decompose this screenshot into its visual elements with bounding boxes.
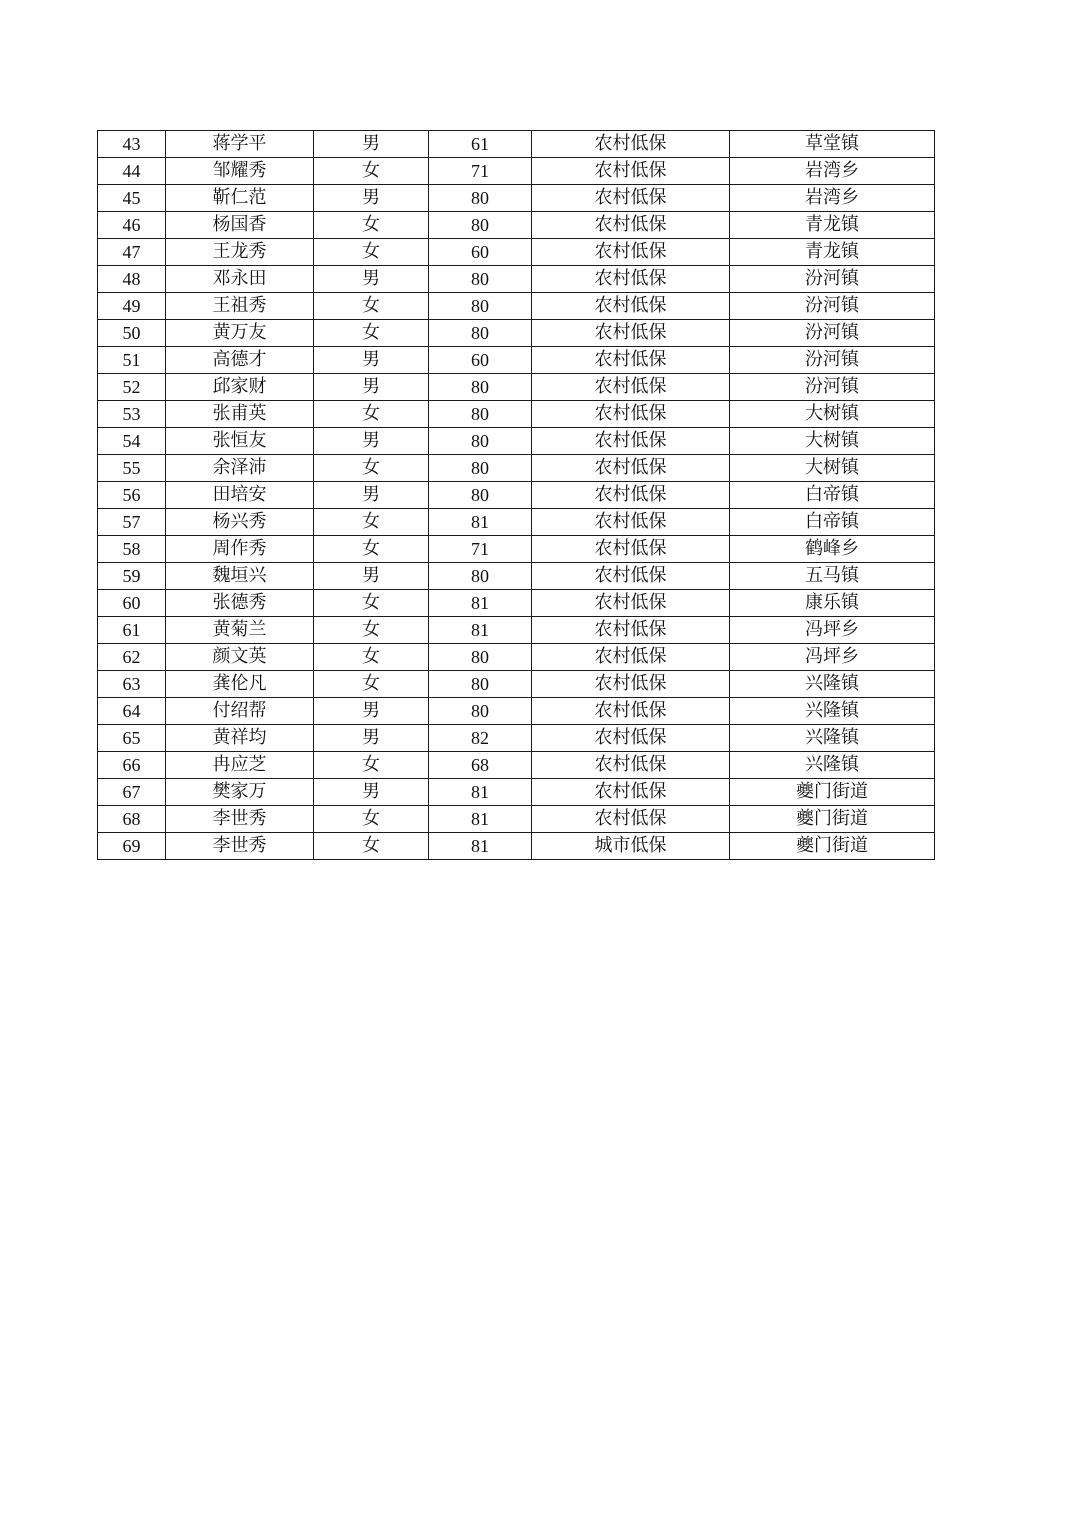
cell-age: 80 [429, 563, 532, 590]
cell-index: 51 [98, 347, 166, 374]
cell-category: 农村低保 [532, 482, 730, 509]
cell-index: 43 [98, 131, 166, 158]
cell-town: 白帝镇 [730, 509, 935, 536]
cell-gender: 女 [314, 455, 429, 482]
table-row [98, 266, 935, 293]
cell-name: 黄菊兰 [166, 617, 314, 644]
cell-town: 大树镇 [730, 428, 935, 455]
table-row [98, 833, 935, 860]
cell-name: 冉应芝 [166, 752, 314, 779]
table-row [98, 401, 935, 428]
cell-age: 81 [429, 590, 532, 617]
cell-gender: 女 [314, 590, 429, 617]
cell-gender: 女 [314, 671, 429, 698]
cell-name: 周作秀 [166, 536, 314, 563]
cell-category: 农村低保 [532, 374, 730, 401]
document-page [97, 130, 935, 860]
cell-category: 农村低保 [532, 347, 730, 374]
cell-name: 樊家万 [166, 779, 314, 806]
cell-age: 80 [429, 671, 532, 698]
cell-category: 农村低保 [532, 212, 730, 239]
cell-town: 汾河镇 [730, 266, 935, 293]
cell-index: 55 [98, 455, 166, 482]
cell-index: 57 [98, 509, 166, 536]
cell-name: 靳仁范 [166, 185, 314, 212]
cell-category: 农村低保 [532, 293, 730, 320]
cell-category: 农村低保 [532, 698, 730, 725]
cell-age: 81 [429, 779, 532, 806]
cell-index: 47 [98, 239, 166, 266]
cell-town: 汾河镇 [730, 320, 935, 347]
cell-gender: 男 [314, 698, 429, 725]
cell-category: 农村低保 [532, 131, 730, 158]
cell-category: 农村低保 [532, 320, 730, 347]
cell-index: 61 [98, 617, 166, 644]
cell-town: 兴隆镇 [730, 698, 935, 725]
cell-age: 80 [429, 320, 532, 347]
table-row [98, 671, 935, 698]
cell-age: 80 [429, 455, 532, 482]
cell-town: 白帝镇 [730, 482, 935, 509]
table-row [98, 536, 935, 563]
cell-category: 城市低保 [532, 833, 730, 860]
table-row [98, 806, 935, 833]
cell-town: 兴隆镇 [730, 725, 935, 752]
cell-town: 大树镇 [730, 455, 935, 482]
cell-town: 夔门街道 [730, 833, 935, 860]
cell-category: 农村低保 [532, 185, 730, 212]
cell-category: 农村低保 [532, 752, 730, 779]
cell-name: 杨国香 [166, 212, 314, 239]
cell-category: 农村低保 [532, 779, 730, 806]
cell-name: 张德秀 [166, 590, 314, 617]
cell-index: 46 [98, 212, 166, 239]
cell-town: 大树镇 [730, 401, 935, 428]
cell-age: 80 [429, 482, 532, 509]
table-row [98, 779, 935, 806]
cell-gender: 女 [314, 536, 429, 563]
cell-name: 王龙秀 [166, 239, 314, 266]
cell-name: 黄万友 [166, 320, 314, 347]
cell-name: 李世秀 [166, 806, 314, 833]
cell-age: 80 [429, 212, 532, 239]
table-row [98, 212, 935, 239]
cell-gender: 男 [314, 779, 429, 806]
cell-gender: 女 [314, 212, 429, 239]
cell-name: 蒋学平 [166, 131, 314, 158]
cell-town: 兴隆镇 [730, 752, 935, 779]
cell-gender: 男 [314, 374, 429, 401]
cell-name: 杨兴秀 [166, 509, 314, 536]
cell-age: 80 [429, 428, 532, 455]
cell-name: 魏垣兴 [166, 563, 314, 590]
cell-age: 60 [429, 239, 532, 266]
cell-age: 80 [429, 698, 532, 725]
cell-age: 81 [429, 617, 532, 644]
cell-index: 59 [98, 563, 166, 590]
cell-name: 黄祥均 [166, 725, 314, 752]
table-row [98, 590, 935, 617]
cell-age: 71 [429, 536, 532, 563]
cell-category: 农村低保 [532, 401, 730, 428]
table-row [98, 455, 935, 482]
cell-gender: 男 [314, 482, 429, 509]
cell-name: 田培安 [166, 482, 314, 509]
cell-gender: 女 [314, 239, 429, 266]
cell-town: 夔门街道 [730, 806, 935, 833]
cell-age: 68 [429, 752, 532, 779]
cell-category: 农村低保 [532, 644, 730, 671]
cell-index: 65 [98, 725, 166, 752]
cell-town: 五马镇 [730, 563, 935, 590]
table-row [98, 482, 935, 509]
table-row [98, 563, 935, 590]
cell-index: 69 [98, 833, 166, 860]
cell-town: 汾河镇 [730, 293, 935, 320]
table-row [98, 131, 935, 158]
cell-age: 81 [429, 806, 532, 833]
cell-gender: 女 [314, 833, 429, 860]
cell-town: 冯坪乡 [730, 617, 935, 644]
cell-name: 李世秀 [166, 833, 314, 860]
table-row [98, 158, 935, 185]
cell-index: 64 [98, 698, 166, 725]
cell-gender: 女 [314, 320, 429, 347]
cell-name: 张恒友 [166, 428, 314, 455]
cell-index: 49 [98, 293, 166, 320]
cell-index: 66 [98, 752, 166, 779]
cell-name: 邹耀秀 [166, 158, 314, 185]
table-row [98, 320, 935, 347]
table-row [98, 239, 935, 266]
cell-index: 60 [98, 590, 166, 617]
cell-name: 张甫英 [166, 401, 314, 428]
cell-index: 50 [98, 320, 166, 347]
cell-age: 82 [429, 725, 532, 752]
cell-gender: 女 [314, 617, 429, 644]
cell-age: 80 [429, 644, 532, 671]
cell-age: 80 [429, 401, 532, 428]
cell-age: 80 [429, 185, 532, 212]
cell-index: 62 [98, 644, 166, 671]
cell-name: 龚伦凡 [166, 671, 314, 698]
cell-index: 48 [98, 266, 166, 293]
cell-gender: 男 [314, 266, 429, 293]
cell-town: 草堂镇 [730, 131, 935, 158]
data-table [97, 130, 935, 860]
cell-index: 45 [98, 185, 166, 212]
cell-index: 68 [98, 806, 166, 833]
cell-gender: 女 [314, 752, 429, 779]
table-row [98, 752, 935, 779]
cell-name: 邱家财 [166, 374, 314, 401]
cell-town: 岩湾乡 [730, 185, 935, 212]
cell-town: 夔门街道 [730, 779, 935, 806]
cell-gender: 男 [314, 725, 429, 752]
cell-index: 44 [98, 158, 166, 185]
cell-gender: 女 [314, 293, 429, 320]
cell-category: 农村低保 [532, 158, 730, 185]
cell-gender: 男 [314, 131, 429, 158]
cell-age: 71 [429, 158, 532, 185]
cell-town: 青龙镇 [730, 212, 935, 239]
cell-index: 67 [98, 779, 166, 806]
cell-index: 54 [98, 428, 166, 455]
table-body [98, 131, 935, 860]
table-row [98, 293, 935, 320]
cell-index: 52 [98, 374, 166, 401]
cell-category: 农村低保 [532, 617, 730, 644]
cell-gender: 女 [314, 644, 429, 671]
cell-index: 56 [98, 482, 166, 509]
cell-name: 付绍帮 [166, 698, 314, 725]
cell-town: 鹤峰乡 [730, 536, 935, 563]
cell-name: 王祖秀 [166, 293, 314, 320]
cell-category: 农村低保 [532, 239, 730, 266]
cell-category: 农村低保 [532, 455, 730, 482]
cell-gender: 男 [314, 563, 429, 590]
cell-index: 63 [98, 671, 166, 698]
cell-gender: 男 [314, 185, 429, 212]
cell-name: 高德才 [166, 347, 314, 374]
cell-town: 青龙镇 [730, 239, 935, 266]
cell-gender: 女 [314, 158, 429, 185]
cell-town: 康乐镇 [730, 590, 935, 617]
cell-index: 53 [98, 401, 166, 428]
cell-name: 邓永田 [166, 266, 314, 293]
table-row [98, 374, 935, 401]
cell-category: 农村低保 [532, 590, 730, 617]
cell-index: 58 [98, 536, 166, 563]
table-row [98, 644, 935, 671]
table-row [98, 725, 935, 752]
cell-category: 农村低保 [532, 725, 730, 752]
cell-gender: 男 [314, 428, 429, 455]
cell-category: 农村低保 [532, 671, 730, 698]
cell-category: 农村低保 [532, 428, 730, 455]
cell-age: 81 [429, 833, 532, 860]
cell-town: 兴隆镇 [730, 671, 935, 698]
cell-town: 汾河镇 [730, 347, 935, 374]
cell-town: 汾河镇 [730, 374, 935, 401]
cell-age: 80 [429, 293, 532, 320]
table-row [98, 509, 935, 536]
table-row [98, 347, 935, 374]
cell-gender: 女 [314, 509, 429, 536]
cell-gender: 女 [314, 401, 429, 428]
cell-town: 岩湾乡 [730, 158, 935, 185]
table-row [98, 185, 935, 212]
cell-age: 60 [429, 347, 532, 374]
cell-gender: 女 [314, 806, 429, 833]
cell-category: 农村低保 [532, 806, 730, 833]
cell-age: 61 [429, 131, 532, 158]
cell-name: 颜文英 [166, 644, 314, 671]
table-row [98, 428, 935, 455]
cell-town: 冯坪乡 [730, 644, 935, 671]
cell-age: 80 [429, 374, 532, 401]
cell-category: 农村低保 [532, 536, 730, 563]
cell-category: 农村低保 [532, 266, 730, 293]
cell-category: 农村低保 [532, 509, 730, 536]
table-row [98, 698, 935, 725]
cell-gender: 男 [314, 347, 429, 374]
cell-name: 余泽沛 [166, 455, 314, 482]
cell-age: 81 [429, 509, 532, 536]
cell-age: 80 [429, 266, 532, 293]
table-row [98, 617, 935, 644]
cell-category: 农村低保 [532, 563, 730, 590]
